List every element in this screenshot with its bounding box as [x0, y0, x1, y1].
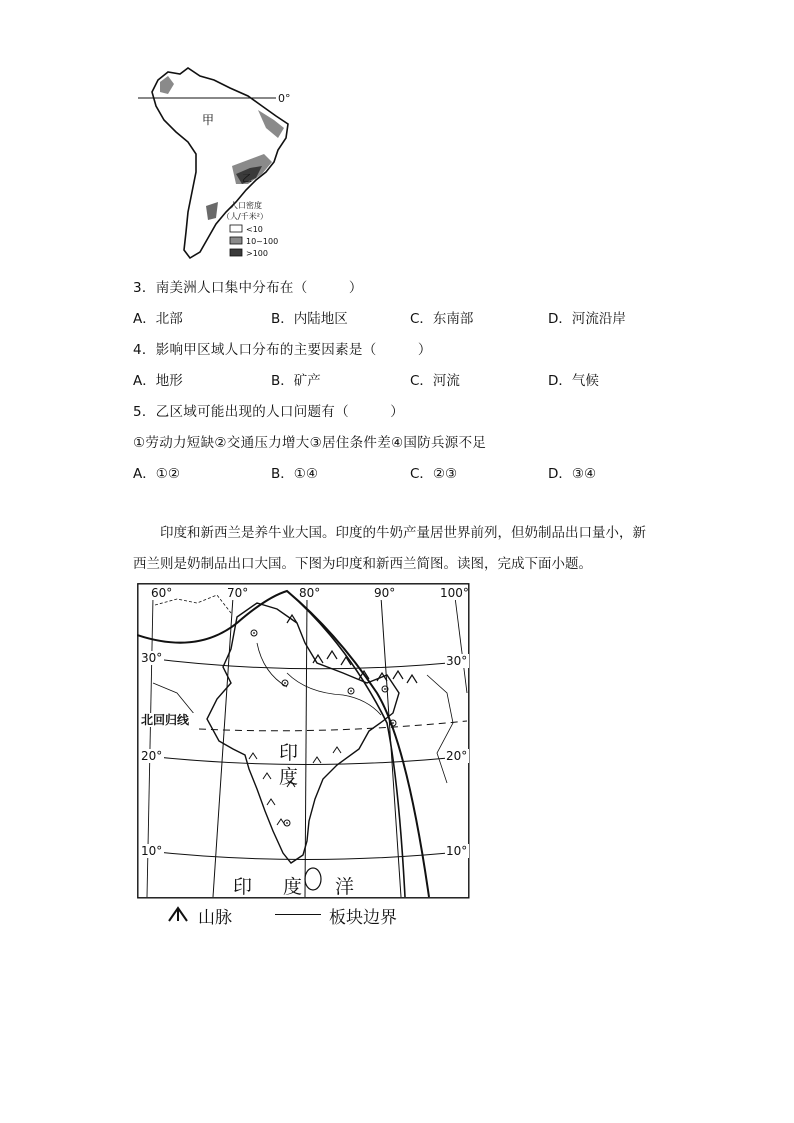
question-3-option-b[interactable]: B．内陆地区 [271, 311, 348, 327]
question-5-statements: ①劳动力短缺②交通压力增大③居住条件差④国防兵源不足 [133, 435, 487, 451]
lat-label-20-left: 20° [141, 749, 163, 763]
question-5-stem: 5．乙区域可能出现的人口问题有（ ） [133, 404, 405, 420]
lon-label-70: 70° [227, 586, 249, 600]
equator-label: 0° [278, 92, 291, 105]
lon-label-100: 100° [440, 586, 469, 600]
lat-label-30-right: 30° [446, 654, 468, 668]
country-label-1: 印 [279, 742, 299, 764]
question-5-option-d[interactable]: D．③④ [548, 466, 597, 482]
question-5-option-a[interactable]: A．①② [133, 466, 180, 482]
region-jia-label: 甲 [202, 113, 215, 127]
tropic-label: 北回归线 [141, 713, 190, 727]
map-frame [138, 584, 469, 898]
question-5-option-b[interactable]: B．①④ [271, 466, 318, 482]
legend-boundary-label: 板块边界 [329, 908, 397, 928]
india-map-figure [137, 583, 471, 901]
india-map [137, 583, 471, 901]
region-yi-label: 乙 [242, 174, 252, 185]
legend-item-high: >100 [246, 249, 268, 258]
country-label-2: 度 [279, 766, 299, 788]
india-map-legend [165, 903, 425, 927]
question-5-option-c[interactable]: C．②③ [410, 466, 458, 482]
legend-mountain-label: 山脉 [198, 908, 232, 928]
question-4-option-d[interactable]: D．气候 [548, 373, 599, 389]
lon-label-60: 60° [151, 586, 173, 600]
ocean-label-3: 洋 [335, 876, 355, 898]
ocean-label-1: 印 [233, 876, 253, 898]
lon-label-80: 80° [299, 586, 321, 600]
legend-swatch-mid [230, 237, 242, 244]
legend-swatch-low [230, 225, 242, 232]
legend-swatch-high [230, 249, 242, 256]
ocean-label-2: 度 [283, 876, 303, 898]
question-4-option-a[interactable]: A．地形 [133, 373, 183, 389]
question-4-option-c[interactable]: C．河流 [410, 373, 460, 389]
question-3-option-a[interactable]: A．北部 [133, 311, 183, 327]
lat-label-20-right: 20° [446, 749, 468, 763]
south-america-map [138, 62, 308, 262]
intro-line-1: 印度和新西兰是养牛业大国。印度的牛奶产量居世界前列，但奶制品出口量小，新 [160, 525, 646, 541]
lat-label-10-left: 10° [141, 844, 163, 858]
south-america-map-figure [138, 62, 308, 262]
question-3-option-d[interactable]: D．河流沿岸 [548, 311, 626, 327]
lat-label-10-right: 10° [446, 844, 468, 858]
lon-label-90: 90° [374, 586, 396, 600]
question-4-stem: 4．影响甲区域人口分布的主要因素是（ ） [133, 342, 432, 358]
question-4-option-b[interactable]: B．矿产 [271, 373, 321, 389]
lat-label-30-left: 30° [141, 651, 163, 665]
legend-title: 人口密度 [230, 201, 262, 210]
legend-unit: （人/千米²） [222, 212, 268, 221]
intro-line-2: 西兰则是奶制品出口大国。下图为印度和新西兰简图。读图，完成下面小题。 [133, 556, 592, 572]
intro-paragraph [133, 518, 663, 580]
legend-item-mid: 10~100 [246, 237, 279, 246]
legend-item-low: <10 [246, 225, 263, 234]
boundary-legend-line [275, 914, 321, 915]
mountain-legend-icon [165, 903, 195, 925]
question-3-option-c[interactable]: C．东南部 [410, 311, 474, 327]
question-3-stem: 3．南美洲人口集中分布在（ ） [133, 280, 363, 296]
